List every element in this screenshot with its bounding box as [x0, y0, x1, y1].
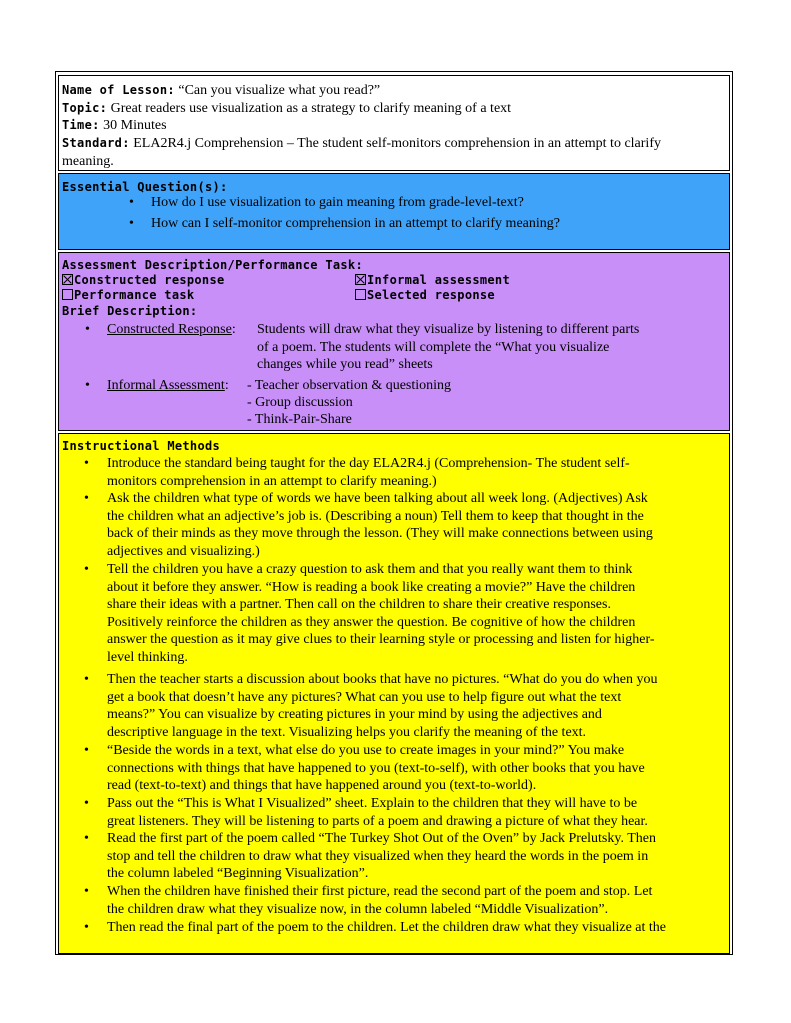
constructed-response-item [107, 321, 236, 339]
standard-value-continued: meaning. [62, 154, 114, 169]
empty-checkbox-icon[interactable] [62, 289, 73, 300]
instructional-methods-section [58, 433, 730, 954]
topic-value: Great readers use visualization as a strategy to clarify meaning of a text [110, 101, 512, 116]
lesson-name-label: Name of Lesson: [62, 83, 175, 97]
standard-line [62, 135, 661, 153]
method-item-line: descriptive language in the text. Visualizing helps you clarify the meaning of the text. [107, 724, 587, 740]
colon: : [224, 378, 229, 393]
method-item-line: adjectives and visualizing.) [107, 543, 260, 559]
method-item-line: • Pass out the “This is What I Visualized” sheet. Explain to the children that they will have to be [107, 796, 638, 811]
method-item-line: monitors comprehension in an attempt to clarify meaning.) [107, 473, 437, 489]
essential-heading: Essential Question(s): [62, 180, 228, 194]
standard-value: ELA2R4.j Comprehension – The student self-monitors comprehension in an attempt to clarify [133, 136, 661, 151]
lesson-name-value: “Can you visualize what you read?” [178, 83, 381, 98]
colon: : [231, 322, 236, 337]
lesson-plan-page [55, 71, 733, 955]
method-item-line: the children draw what they visualize now, in the column labeled “Middle Visualization”. [107, 901, 609, 917]
method-item-line: • Ask the children what type of words we have been talking about all week long. (Adjectives) Ask [107, 491, 648, 506]
method-item-line: back of their minds as they move through the lesson. (They will make connections between using [107, 526, 653, 542]
method-item-line: share their ideas with a partner. Then call on the children to share their creative responses. [107, 597, 611, 613]
assessment-heading: Assessment Description/Performance Task: [62, 258, 363, 272]
constructed-line: of a poem. The students will complete the “What you visualize [257, 340, 610, 355]
time-value: 30 Minutes [103, 118, 167, 133]
empty-checkbox-icon[interactable] [355, 289, 366, 300]
essential-question-item: • How do I use visualization to gain meaning from grade-level-text? [151, 194, 524, 212]
method-item-line: stop and tell the children to draw what they visualized when they heard the words in the poem in [107, 848, 649, 864]
essential-questions-section [58, 173, 730, 250]
method-item-line: about it before they answer. “How is reading a book like creating a movie?” Have the children [107, 579, 636, 595]
time-line [62, 117, 167, 135]
method-item-line: • Introduce the standard being taught for the day ELA2R4.j (Comprehension- The student self- [107, 456, 630, 471]
constructed-line: changes while you read” sheets [257, 357, 433, 372]
methods-heading: Instructional Methods [62, 439, 221, 453]
method-item-line: Positively reinforce the children as they answer the question. Be cognitive of how the children [107, 614, 636, 630]
informal-line: - Think-Pair-Share [247, 412, 352, 427]
topic-label: Topic: [62, 101, 108, 115]
standard-label: Standard: [62, 136, 130, 150]
method-item-line: connections with things that have happened to you (text-to-self), with other books that you have [107, 760, 645, 776]
method-item-line: read (text-to-text) and things that have happened around you (text-to-world). [107, 778, 537, 794]
option-label: Selected response [367, 288, 495, 302]
essential-question-item: • How can I self-monitor comprehension in an attempt to clarify meaning? [151, 215, 560, 233]
method-item [107, 561, 727, 667]
method-item [107, 455, 727, 490]
method-item-line: get a book that doesn’t have any pictures? What can you use to help figure out what the text [107, 689, 622, 705]
constructed-line: Students will draw what they visualize by listening to different parts [257, 322, 640, 337]
method-item-line: • Then the teacher starts a discussion about books that have no pictures. “What do you do when you [107, 672, 658, 687]
informal-assessment-label: Informal Assessment [107, 378, 225, 393]
checked-checkbox-icon[interactable] [62, 274, 73, 285]
lesson-info-section [58, 75, 730, 171]
option-performance-task[interactable] [62, 287, 194, 305]
method-item-line: great listeners. They will be listening to parts of a poem and drawing a picture of what they hear. [107, 813, 648, 829]
method-item-line: • Tell the children you have a crazy question to ask them and that you really want them to think [107, 562, 633, 577]
method-item-line: • When the children have finished their first picture, read the second part of the poem and stop. Let [107, 884, 653, 899]
method-item [107, 795, 727, 830]
informal-assessment-item [107, 377, 229, 395]
method-item-line: level thinking. [107, 649, 188, 665]
option-label: Informal assessment [367, 273, 510, 287]
informal-line: - Group discussion [247, 395, 353, 410]
checked-checkbox-icon[interactable] [355, 274, 366, 285]
method-item-line: answer the question as it may give clues to their learning style or processing and listen for higher- [107, 632, 655, 648]
constructed-response-label: Constructed Response [107, 322, 232, 337]
method-item [107, 919, 727, 937]
method-item-line: • “Beside the words in a text, what else do you use to create images in your mind?” You make [107, 743, 625, 758]
informal-line: - Teacher observation & questioning [247, 378, 452, 393]
method-item-line: • Then read the final part of the poem to the children. Let the children draw what they visualize at the [107, 920, 667, 935]
brief-description-heading: Brief Description: [62, 304, 198, 318]
option-selected-response[interactable] [355, 287, 495, 305]
option-label: Constructed response [74, 273, 225, 287]
method-item-line: • Read the first part of the poem called “The Turkey Shot Out of the Oven” by Jack Prelutsky. Then [107, 831, 656, 846]
method-item-line: the column labeled “Beginning Visualization”. [107, 866, 369, 882]
lesson-name-line [62, 82, 380, 100]
method-item [107, 671, 727, 741]
method-item [107, 490, 727, 560]
method-item-line: means?” You can visualize by creating pictures in your mind by using the adjectives and [107, 707, 602, 723]
assessment-section [58, 252, 730, 431]
method-item-line: the children what an adjective’s job is. (Describing a noun) Tell them to keep that thought in the [107, 508, 644, 524]
topic-line [62, 100, 511, 118]
method-item [107, 830, 727, 883]
option-label: Performance task [74, 288, 195, 302]
method-item [107, 883, 727, 918]
time-label: Time: [62, 118, 100, 132]
method-item [107, 742, 727, 795]
